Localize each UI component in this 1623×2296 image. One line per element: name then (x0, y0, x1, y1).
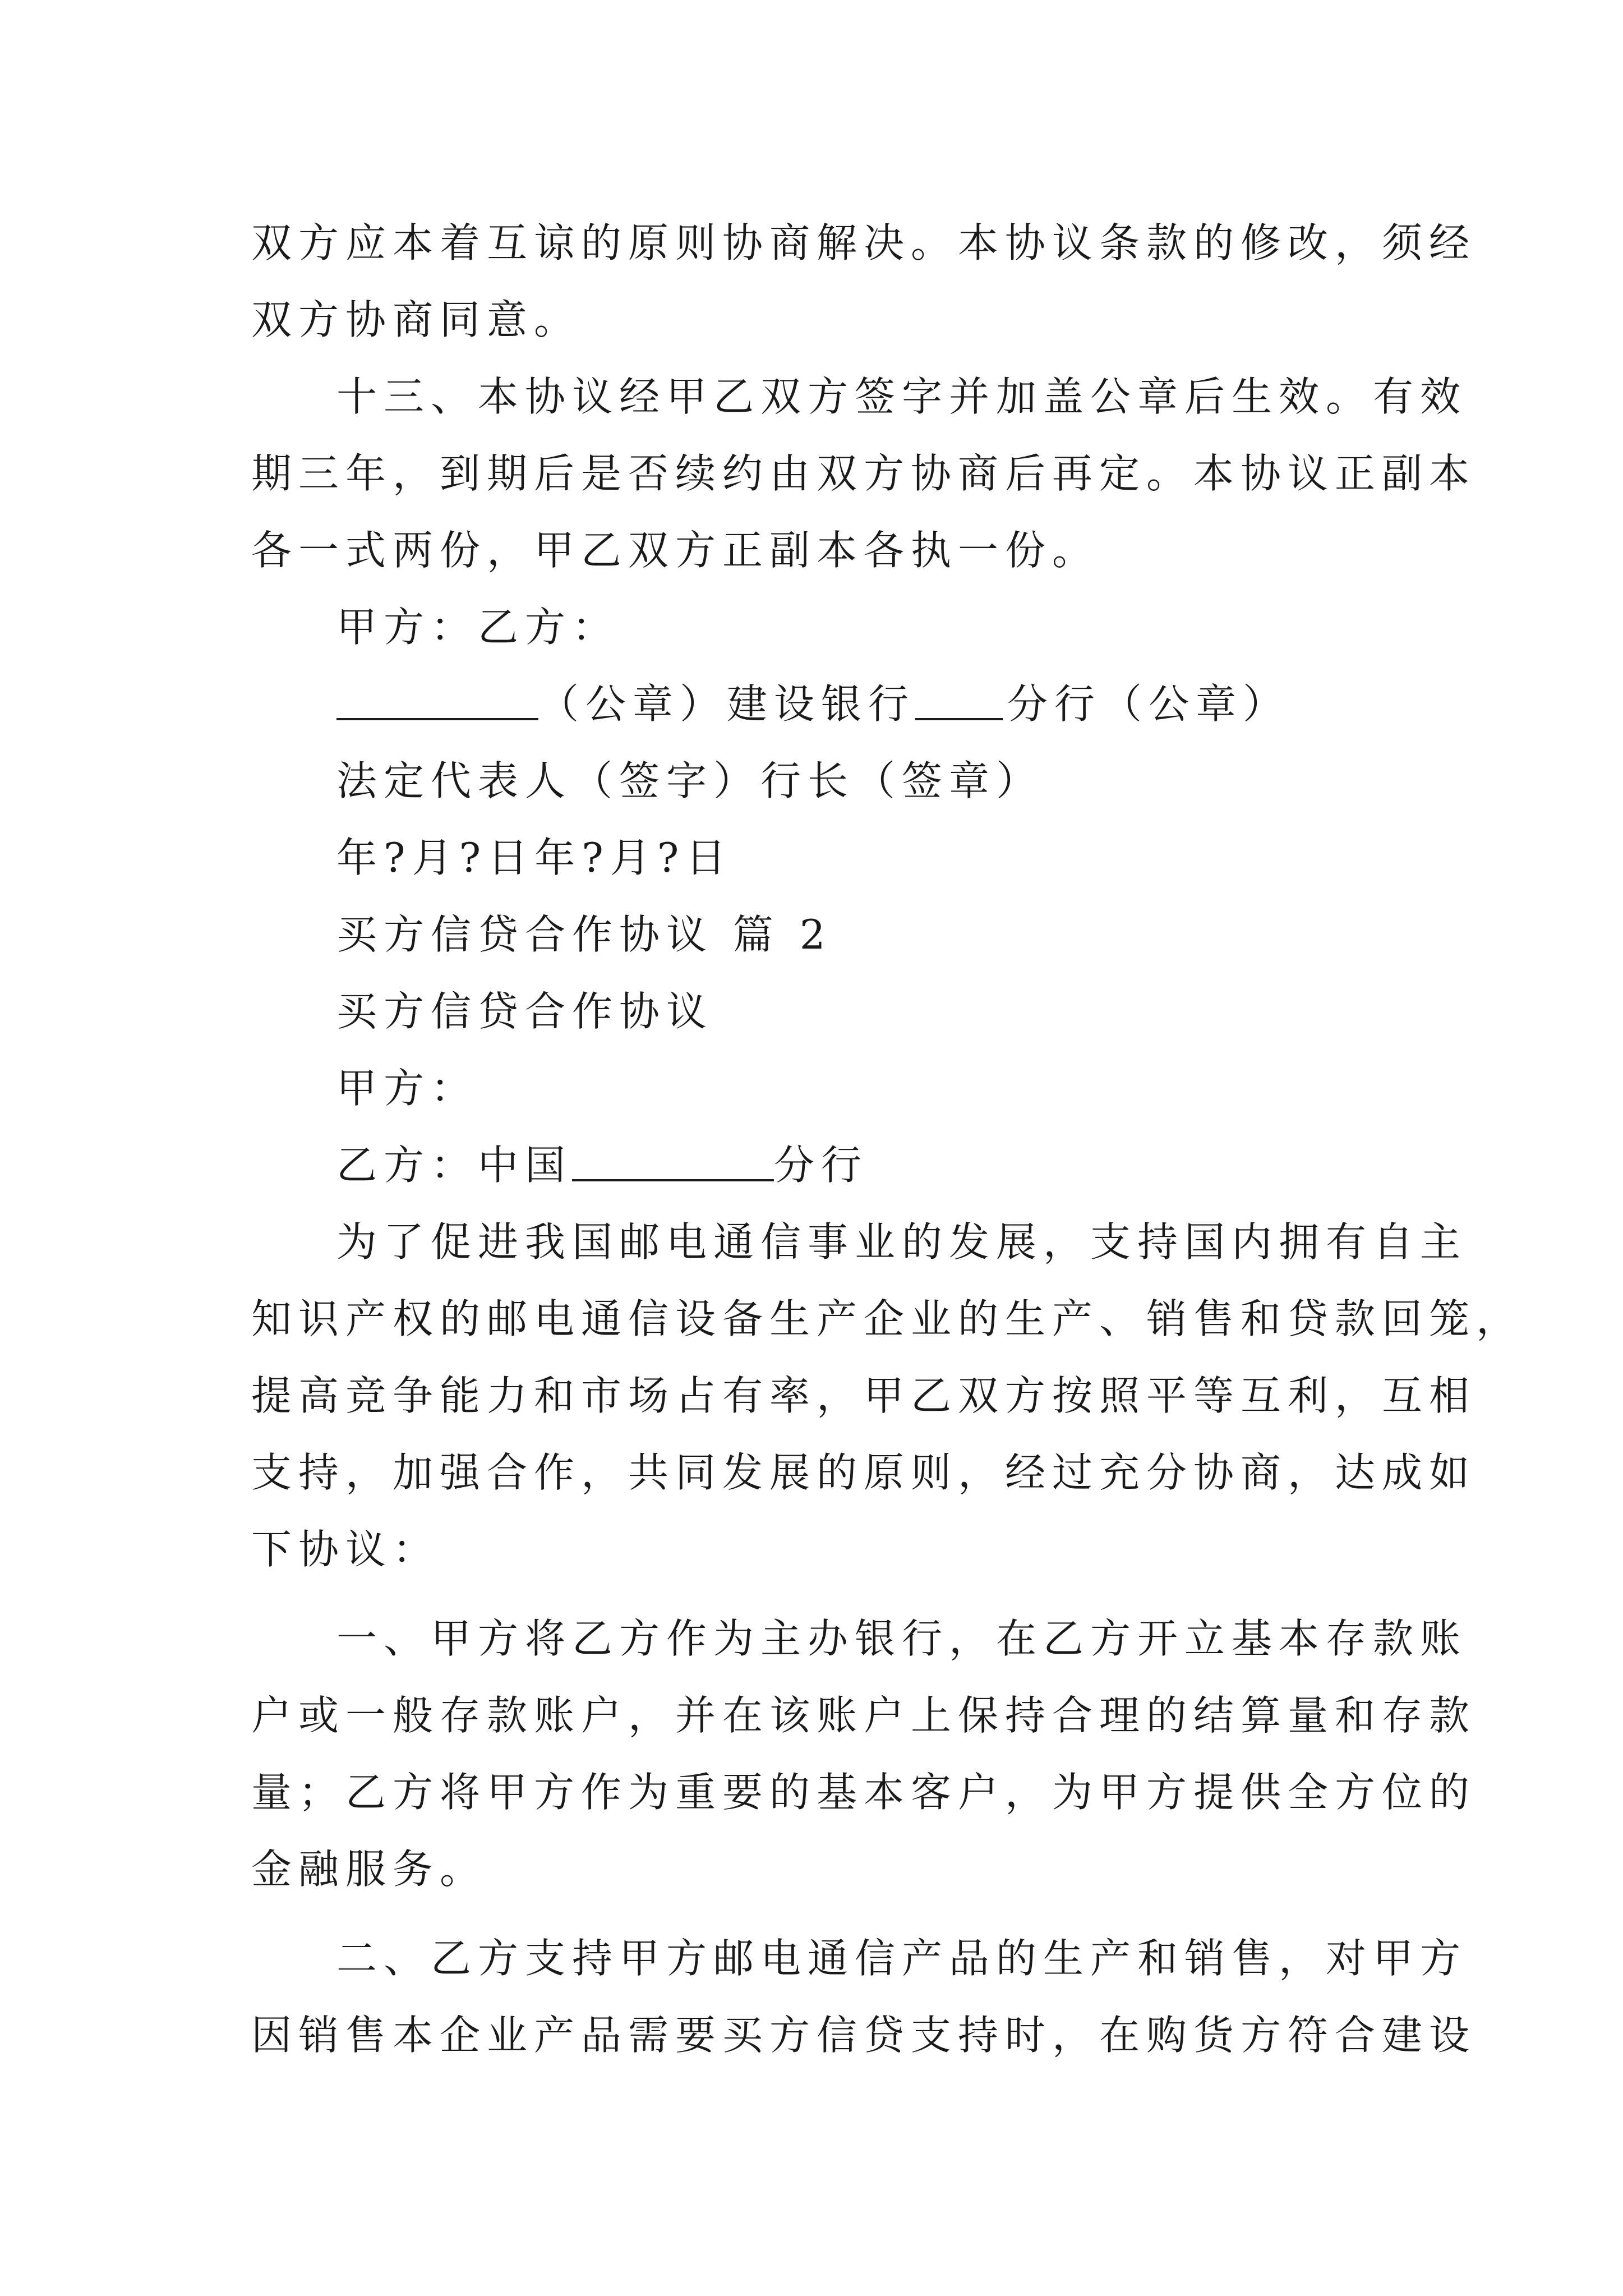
paragraph-line: 知识产权的邮电通信设备生产企业的生产、销售和贷款回笼， (251, 1295, 1524, 1342)
party-b-label: 乙方：中国 (336, 1142, 573, 1189)
party-b-branch-suffix: 分行 (774, 1142, 869, 1189)
clause-2-line: 二、乙方支持甲方邮电通信产品的生产和销售，对甲方 (336, 1935, 1468, 1982)
clause-13-line: 十三、本协议经甲乙双方签字并加盖公章后生效。有效 (336, 373, 1468, 420)
party-b-line (251, 1127, 1384, 1204)
clause-1-line: 一、甲方将乙方作为主办银行，在乙方开立基本存款账 (336, 1615, 1468, 1662)
seal-label-b: 分行（公章） (1007, 680, 1290, 728)
party-signature-header: 甲方：乙方： (336, 604, 620, 651)
paragraph-line: 各一式两份，甲乙双方正副本各执一份。 (251, 527, 1100, 574)
representative-line: 法定代表人（签字）行长（签章） (336, 757, 1044, 804)
party-b-branch-blank (572, 1145, 774, 1181)
paragraph-gap (251, 1908, 1384, 1920)
seal-line (251, 666, 1384, 743)
agreement-title: 买方信贷合作协议 (336, 988, 714, 1035)
paragraph-line: 双方协商同意。 (251, 296, 582, 343)
document-body (251, 205, 1524, 2074)
party-a-name-blank (336, 684, 538, 720)
paragraph-line: 户或一般存款账户，并在该账户上保持合理的结算量和存款 (251, 1692, 1477, 1739)
paragraph-line: 提高竞争能力和市场占有率，甲乙双方按照平等互利，互相 (251, 1372, 1477, 1419)
paragraph-line: 金融服务。 (251, 1846, 487, 1893)
preamble-line: 为了促进我国邮电通信事业的发展，支持国内拥有自主 (336, 1218, 1468, 1266)
section-title: 买方信贷合作协议 篇 2 (336, 911, 832, 958)
paragraph-line: 下协议： (251, 1526, 440, 1573)
paragraph-line: 双方应本着互谅的原则协商解决。本协议条款的修改，须经 (251, 219, 1477, 266)
seal-label-a: （公章）建设银行 (538, 680, 916, 728)
party-a-line: 甲方： (336, 1065, 478, 1112)
branch-name-blank (915, 684, 1003, 720)
paragraph-line: 期三年，到期后是否续约由双方协商后再定。本协议正副本 (251, 450, 1477, 497)
paragraph-gap (251, 1588, 1384, 1600)
date-line: 年?月?日年?月?日 (336, 834, 733, 881)
paragraph-line: 因销售本企业产品需要买方信贷支持时，在购货方符合建设 (251, 2012, 1477, 2059)
paragraph-line: 量；乙方将甲方作为重要的基本客户，为甲方提供全方位的 (251, 1769, 1477, 1816)
paragraph-line: 支持，加强合作，共同发展的原则，经过充分协商，达成如 (251, 1449, 1477, 1496)
